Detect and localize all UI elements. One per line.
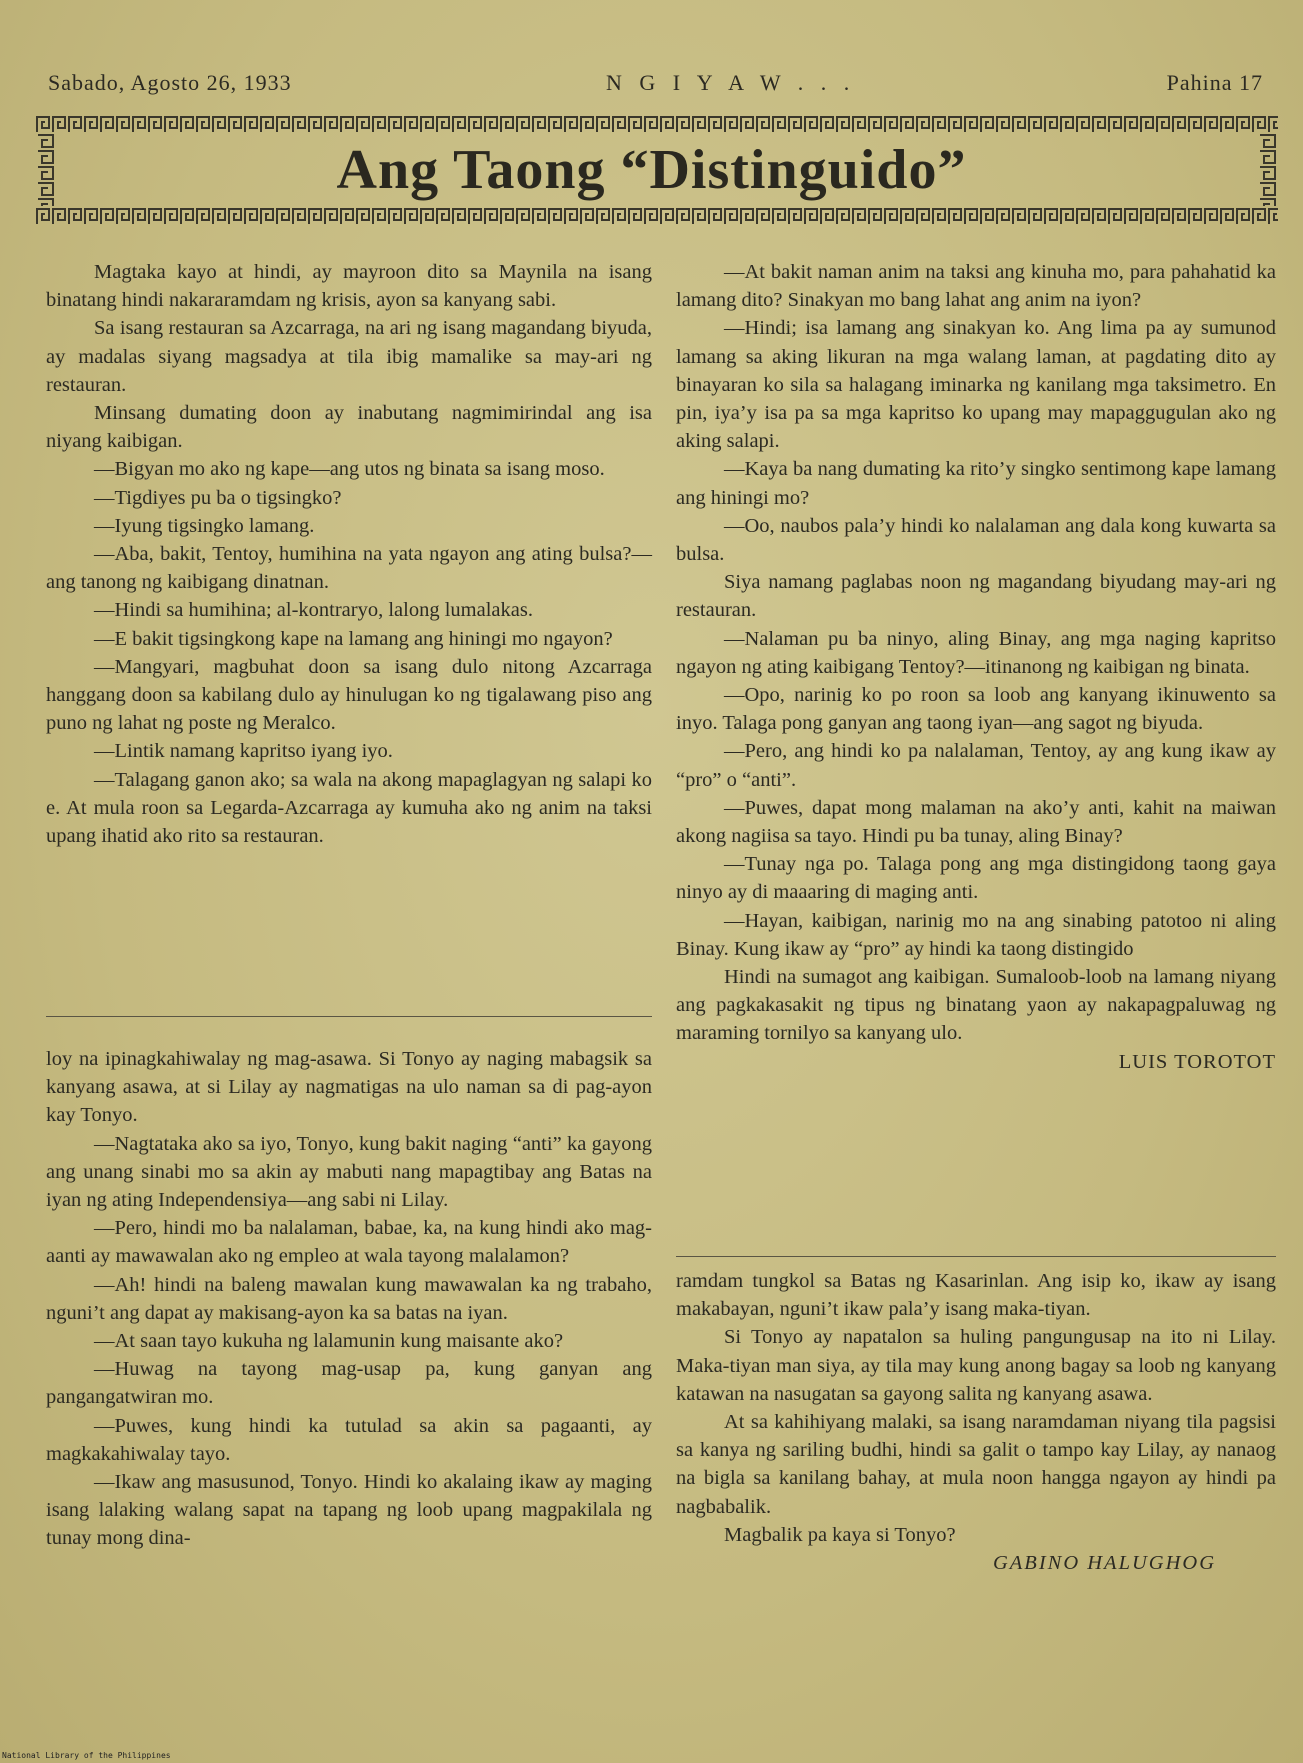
paragraph: —Talagang ganon ako; sa wala na akong mapaglagyan ng salapi ko e. At mula roon sa Legarda-Azcarraga ay kumuha ako ng anim na taksi upang ihatid ako rito sa restauran.: [46, 768, 652, 848]
story1-column-right: [676, 258, 1276, 1076]
paragraph: —Huwag na tayong mag-usap pa, kung ganyan ang pangangatwiran mo.: [46, 1358, 652, 1409]
section-divider: [676, 1256, 1276, 1257]
paragraph: —Aba, bakit, Tentoy, humihina na yata ngayon ang ating bulsa?—ang tanong ng kaibigang dinatnan.: [46, 543, 652, 594]
paragraph: Siya namang paglabas noon ng magandang biyudang may-ari ng restauran.: [676, 571, 1276, 622]
article-title: Ang Taong “Distinguido”: [336, 139, 967, 201]
paragraph: —Pero, ang hindi ko pa nalalaman, Tentoy, ay ang kung ikaw ay “pro” o “anti”.: [676, 740, 1276, 791]
paragraph: —Hayan, kaibigan, narinig mo na ang sinabing patotoo ni aling Binay. Kung ikaw ay “pro” ay hindi ka taong distingido: [676, 909, 1276, 960]
paragraph: —Kaya ba nang dumating ka rito’y singko sentimong kape lamang ang hiningi mo?: [676, 458, 1276, 509]
paragraph: —Mangyari, magbuhat doon sa isang dulo nitong Azcarraga hanggang doon sa kabilang dulo ay hinulugan ko ng tigalawang piso ang puno ng lahat ng poste ng Meralco.: [46, 655, 652, 735]
story2-column-left: [46, 1045, 652, 1553]
paragraph: —Puwes, kung hindi ka tutulad sa akin sa pagaanti, ay magkakahiwalay tayo.: [46, 1414, 652, 1465]
paragraph: —Nagtataka ako sa iyo, Tonyo, kung bakit naging “anti” ka gayong ang unang sinabi mo sa akin ay mabuti nang mapagtibay ang Batas na iyan ng ating Independensiya—ang sabi ni Lilay.: [46, 1132, 652, 1212]
paragraph: At sa kahihiyang malaki, sa isang naramdaman niyang tila pagsisi sa kanya ng sariling budhi, hindi sa galit o tampo kay Lilay, ay nanaog na bigla sa kanilang bahay, at mula noon hangga ngayon ay hindi pa nagbabalik.: [676, 1411, 1276, 1518]
paragraph: —E bakit tigsingkong kape na lamang ang hiningi mo ngayon?: [94, 627, 613, 650]
page-number: Pahina 17: [1166, 70, 1263, 95]
story2-column-right: [676, 1267, 1276, 1577]
greek-key-border-bottom: [36, 206, 1278, 226]
paragraph: —Ah! hindi na baleng mawalan kung mawawalan ka ng trabaho, nguni’t ang dapat ay makisang-ayon ka sa batas na iyan.: [46, 1273, 652, 1324]
paragraph: —Hindi sa humihina; al-kontraryo, lalong lumalakas.: [94, 599, 533, 622]
author-byline: GABINO HALUGHOG: [992, 1552, 1216, 1575]
paragraph: loy na ipinagkahiwalay ng mag-asawa. Si Tonyo ay naging mabagsik sa kanyang asawa, at si Lilay ay nagmatigas na ulo naman sa di pag-ayon kay Tonyo.: [46, 1048, 652, 1127]
paragraph: —Nalaman pu ba ninyo, aling Binay, ang mga naging kapritso ngayon ng ating kaibigang Tentoy?—itinanong ng kaibigan ng binata.: [676, 627, 1276, 678]
library-watermark: National Library of the Philippines: [2, 1751, 171, 1760]
paragraph: —Pero, hindi mo ba nalalaman, babae, ka, na kung hindi ako mag-aanti ay mawawalan ako ng empleo at wala tayong malalamon?: [46, 1217, 652, 1268]
paragraph: —Tigdiyes pu ba o tigsingko?: [94, 486, 342, 509]
paragraph: —Hindi; isa lamang ang sinakyan ko. Ang lima pa ay sumunod lamang sa aking likuran na mga walang laman, at pagdating dito ay binayaran ko sila sa halagang iminarka ng kanilang mga taksimetro. En pin, iya’y isa pa sa mga kapritso ko upang may mapaggugulan ako ng aking salapi.: [676, 317, 1276, 453]
story1-column-left: [46, 258, 652, 850]
paragraph: Sa isang restauran sa Azcarraga, na ari ng isang magandang biyuda, ay madalas siyang magsadya at tila ibig mamalike sa may-ari ng restauran.: [46, 317, 652, 396]
paragraph: —Tunay nga po. Talaga pong ang mga distingidong taong gaya ninyo ay di maaaring di maging anti.: [676, 853, 1276, 904]
paragraph: Magbalik pa kaya si Tonyo?: [724, 1523, 956, 1546]
paragraph: —Puwes, dapat mong malaman na ako’y anti, kahit na maiwan akong nagiisa sa tayo. Hindi pu ba tunay, aling Binay?: [676, 796, 1276, 848]
paragraph: —At bakit naman anim na taksi ang kinuha mo, para pahahatid ka lamang dito? Sinakyan mo bang lahat ang anim na iyon?: [676, 261, 1276, 312]
page-header: [48, 70, 1263, 104]
paragraph: Si Tonyo ay napatalon sa huling pangungusap na ito ni Lilay. Maka-tiyan man siya, ay tila may kung anong bagay sa loob ng kanyang katawan na nasugatan sa gayong salita ng kanyang asawa.: [676, 1326, 1276, 1405]
author-byline: LUIS TOROTOT: [1118, 1050, 1276, 1073]
paragraph: Magtaka kayo at hindi, ay mayroon dito sa Maynila na isang binatang hindi nakararamdam ng krisis, ayon sa kanyang sabi.: [46, 261, 652, 312]
paragraph: —At saan tayo kukuha ng lalamunin kung maisante ako?: [94, 1330, 564, 1353]
paragraph: —Lintik namang kapritso iyang iyo.: [94, 740, 393, 763]
paragraph: —Oo, naubos pala’y hindi ko nalalaman ang dala kong kuwarta sa bulsa.: [676, 514, 1276, 566]
greek-key-border-top: [36, 114, 1278, 134]
paragraph: Minsang dumating doon ay inabutang nagmimirindal ang isa niyang kaibigan.: [46, 402, 652, 453]
paragraph: Hindi na sumagot ang kaibigan. Sumaloob-loob na lamang niyang ang pagkakasakit ng tipus ng binatang yaon ay nakapagpaluwag ng maraming tornilyo sa kanyang ulo.: [676, 966, 1276, 1045]
paragraph: —Opo, narinig ko po roon sa loob ang kanyang ikinuwento sa inyo. Talaga pong ganyan ang taong iyan—ang sagot ng biyuda.: [676, 684, 1276, 735]
issue-date: Sabado, Agosto 26, 1933: [48, 70, 292, 95]
publication-name: N G I Y A W . . .: [606, 70, 856, 95]
paragraph: —Ikaw ang masusunod, Tonyo. Hindi ko akalaing ikaw ay maging isang lalaking walang sapat na tapang ng loob upang magpakilala ng tunay mong dina-: [46, 1471, 652, 1550]
paragraph: ramdam tungkol sa Batas ng Kasarinlan. Ang isip ko, ikaw ay isang makabayan, nguni’t ikaw pala’y isang maka-tiyan.: [676, 1270, 1276, 1321]
paragraph: —Bigyan mo ako ng kape—ang utos ng binata sa isang moso.: [94, 458, 605, 481]
paragraph: —Iyung tigsingko lamang.: [94, 514, 315, 537]
section-divider: [46, 1016, 652, 1017]
